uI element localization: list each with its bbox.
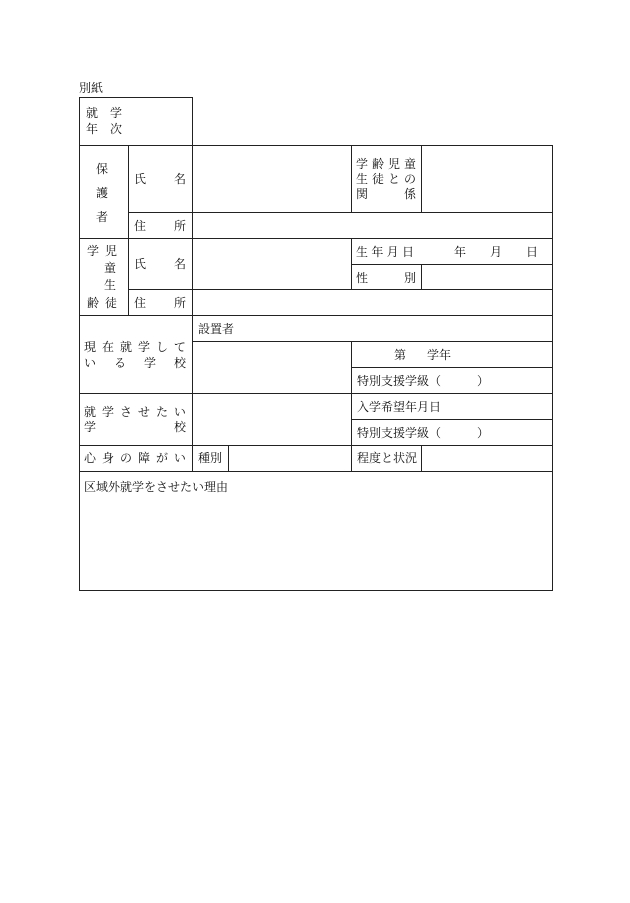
student-address-label: 住 所 bbox=[134, 296, 186, 310]
current-school-field[interactable] bbox=[194, 343, 349, 392]
grade-unit-label: 学年 bbox=[427, 348, 452, 362]
guardian-header-2: 護 bbox=[96, 186, 109, 200]
student-header-line2: 童 bbox=[104, 261, 117, 275]
desired-special-class-label: 特別支援学級（ ） bbox=[357, 426, 490, 440]
current-school-label-line2: い る 学 校 bbox=[84, 356, 186, 370]
desired-school-label-line2: 学 校 bbox=[84, 420, 186, 434]
attachment-label: 別紙 bbox=[79, 81, 104, 95]
disability-type-label: 種別 bbox=[198, 451, 223, 465]
guardian-address-label: 住 所 bbox=[134, 219, 186, 233]
birth-date-label: 生 年 月 日 bbox=[356, 245, 414, 259]
founder-field[interactable] bbox=[240, 317, 551, 340]
guardian-address-field[interactable] bbox=[194, 214, 551, 237]
student-header-line4: 齢 徒 bbox=[87, 296, 117, 310]
guardian-name-field[interactable] bbox=[194, 147, 349, 211]
entry-date-label: 入学希望年月日 bbox=[357, 400, 442, 414]
disability-type-field[interactable] bbox=[230, 447, 349, 470]
relation-label-line2: 生 徒 と の bbox=[356, 172, 416, 186]
reason-field[interactable] bbox=[84, 496, 549, 586]
desired-school-label-line1: 就 学 さ せ た い bbox=[84, 405, 186, 419]
relation-label-line1: 学 齢 児 童 bbox=[356, 157, 416, 171]
relation-label-line3: 関 係 bbox=[356, 187, 416, 201]
student-name-field[interactable] bbox=[194, 240, 349, 288]
guardian-header-3: 者 bbox=[96, 210, 109, 224]
guardian-header-1: 保 bbox=[96, 162, 109, 176]
sex-field[interactable] bbox=[423, 266, 551, 288]
grade-field[interactable] bbox=[130, 99, 190, 143]
grade-label-line2: 年 次 bbox=[86, 122, 122, 136]
founder-label: 設置者 bbox=[198, 322, 235, 336]
student-header-line1: 学 児 bbox=[87, 244, 117, 258]
student-header-line3: 生 bbox=[104, 278, 117, 292]
current-special-class-label: 特別支援学級（ ） bbox=[357, 374, 490, 388]
student-name-label: 氏 名 bbox=[134, 257, 186, 271]
current-school-label-line1: 現 在 就 学 し て bbox=[84, 340, 186, 354]
birth-year-unit: 年 bbox=[454, 245, 467, 259]
degree-label: 程度と状況 bbox=[357, 451, 418, 465]
relation-field[interactable] bbox=[423, 147, 551, 211]
birth-month-unit: 月 bbox=[490, 245, 503, 259]
grade-dai-label: 第 bbox=[394, 348, 407, 362]
degree-field[interactable] bbox=[423, 447, 551, 470]
student-address-field[interactable] bbox=[194, 291, 551, 314]
birth-day-unit: 日 bbox=[526, 245, 539, 259]
desired-school-field[interactable] bbox=[194, 395, 349, 444]
reason-label: 区域外就学をさせたい理由 bbox=[84, 480, 229, 494]
grade-label-line1: 就 学 bbox=[86, 106, 122, 120]
disability-label: 心 身 の 障 が い bbox=[84, 451, 186, 465]
sex-label: 性 別 bbox=[356, 271, 416, 285]
guardian-name-label: 氏 名 bbox=[134, 172, 186, 186]
